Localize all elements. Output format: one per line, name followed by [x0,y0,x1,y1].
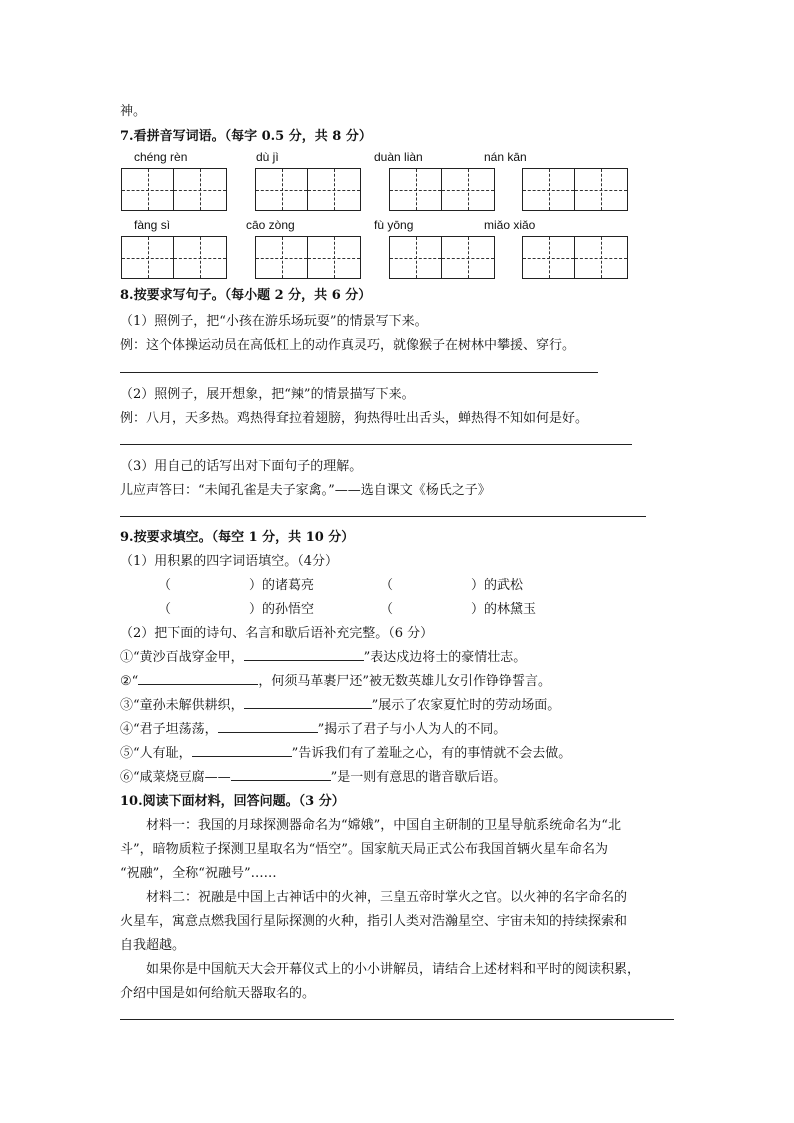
fill-blank[interactable] [244,660,364,661]
q10-question-line: 如果你是中国航天大会开幕仪式上的小小讲解员，请结合上述材料和平时的阅读积累， [146,962,641,977]
fill-item-pre: ⑤“人有耻， [120,746,192,761]
q8-sub3-quote: 儿应声答曰：“未闻孔雀是夫子家禽。”——选自课文《杨氏之子》 [120,483,491,498]
answer-line[interactable] [120,444,632,445]
q7-title: 7.看拼音写词语。（每字 0.5 分，共 8 分） [120,129,372,144]
material-2-line: 自我超越。 [120,938,186,953]
idiom-fill-blank[interactable] [158,574,314,593]
q8-sub1-example: 例：这个体操运动员在高低杠上的动作真灵巧，就像猴子在树林中攀援、穿行。 [120,338,576,353]
q9-title: 9.按要求填空。（每空 1 分，共 10 分） [120,530,355,545]
fill-item-pre: ⑥“咸菜烧豆腐—— [120,770,231,785]
paren-open: （ [380,602,394,617]
q8-sub2-example: 例：八月，天多热。鸡热得耷拉着翅膀，狗热得吐出舌头，蝉热得不知如何是好。 [120,411,589,426]
writing-grid[interactable] [255,236,361,279]
fill-item-pre: ①“黄沙百战穿金甲， [120,650,244,665]
fill-blank[interactable] [138,684,258,685]
fill-blank[interactable] [244,708,372,709]
fill-item-post: ”告诉我们有了羞耻之心，有的事情就不会去做。 [291,746,572,761]
idiom-fill-blank[interactable] [158,598,314,617]
material-1-line: “祝融”，全称“祝融号”…… [120,866,277,881]
q8-sub3-prompt: （3）用自己的话写出对下面句子的理解。 [120,459,363,474]
fill-item-post: ”揭示了君子与小人为人的不同。 [317,722,507,737]
q10-question-line: 介绍中国是如何给航天器取名的。 [120,986,316,1001]
writing-grid[interactable] [121,168,227,211]
pinyin-label: dù jì [256,150,279,164]
fill-blank[interactable] [218,732,318,733]
material-2-line: 火星车，寓意点燃我国行星际探测的火种，指引人类对浩瀚星空、宇宙未知的持续探索和 [120,914,628,929]
q8-sub1-prompt: （1）照例子，把“小孩在游乐场玩耍”的情景写下来。 [120,314,428,329]
fill-item [120,742,571,761]
fill-item-post: ”展示了农家夏忙时的劳动场面。 [371,698,561,713]
fill-item [120,694,560,713]
fill-item-post: ，何须马革裹尸还”被无数英雄儿女引作铮铮誓言。 [258,674,551,689]
idiom-fill-blank[interactable] [380,574,523,593]
paren-open: （ [380,578,394,593]
writing-grid[interactable] [389,236,495,279]
fill-blank[interactable] [231,780,331,781]
idiom-target: ）的孙悟空 [249,602,315,617]
q9-part2-prompt: （2）把下面的诗句、名言和歇后语补充完整。（6 分） [120,626,434,641]
fill-item [120,718,506,737]
fill-item [120,766,506,785]
writing-grid[interactable] [522,168,628,211]
writing-grid[interactable] [389,168,495,211]
q10-title: 10.阅读下面材料，回答问题。（3 分） [120,794,345,809]
pinyin-label: miǎo xiǎo [484,218,536,232]
idiom-target: ）的武松 [471,578,524,593]
pinyin-label: cāo zòng [246,218,295,232]
material-1-line: 材料一：我国的月球探测器命名为“嫦娥”，中国自主研制的卫星导航系统命名为“北 [146,818,621,833]
answer-line[interactable] [120,516,646,517]
fill-item-pre: ③“童孙未解供耕织， [120,698,244,713]
q8-sub2-prompt: （2）照例子，展开想象，把“辣”的情景描写下来。 [120,387,415,402]
answer-line[interactable] [120,1019,674,1020]
fill-item [120,670,551,689]
idiom-target: ）的林黛玉 [471,602,537,617]
fill-item-post: ”是一则有意思的谐音歇后语。 [330,770,507,785]
pinyin-label: duàn liàn [374,150,423,164]
previous-text-fragment: 神。 [120,104,147,119]
writing-grid[interactable] [255,168,361,211]
fill-item-pre: ②“ [120,674,139,689]
pinyin-label: chéng rèn [134,150,188,164]
idiom-target: ）的诸葛亮 [249,578,315,593]
q9-part1-prompt: （1）用积累的四字词语填空。（4分） [120,554,339,569]
fill-item-pre: ④“君子坦荡荡， [120,722,218,737]
paren-open: （ [158,578,172,593]
fill-blank[interactable] [192,756,292,757]
fill-item [120,646,526,665]
material-2-line: 材料二：祝融是中国上古神话中的火神，三皇五帝时掌火之官。以火神的名字命名的 [146,890,628,905]
pinyin-label: fàng sì [134,218,171,232]
writing-grid[interactable] [522,236,628,279]
pinyin-label: nán kān [484,150,527,164]
fill-item-post: ”表达戍边将士的豪情壮志。 [363,650,527,665]
idiom-fill-blank[interactable] [380,598,536,617]
answer-line[interactable] [120,372,598,373]
pinyin-label: fù yōng [374,218,414,232]
writing-grid[interactable] [121,236,227,279]
q8-title: 8.按要求写句子。（每小题 2 分，共 6 分） [120,288,372,303]
material-1-line: 斗”，暗物质粒子探测卫星取名为“悟空”。国家航天局正式公布我国首辆火星车命名为 [120,842,608,857]
paren-open: （ [158,602,172,617]
